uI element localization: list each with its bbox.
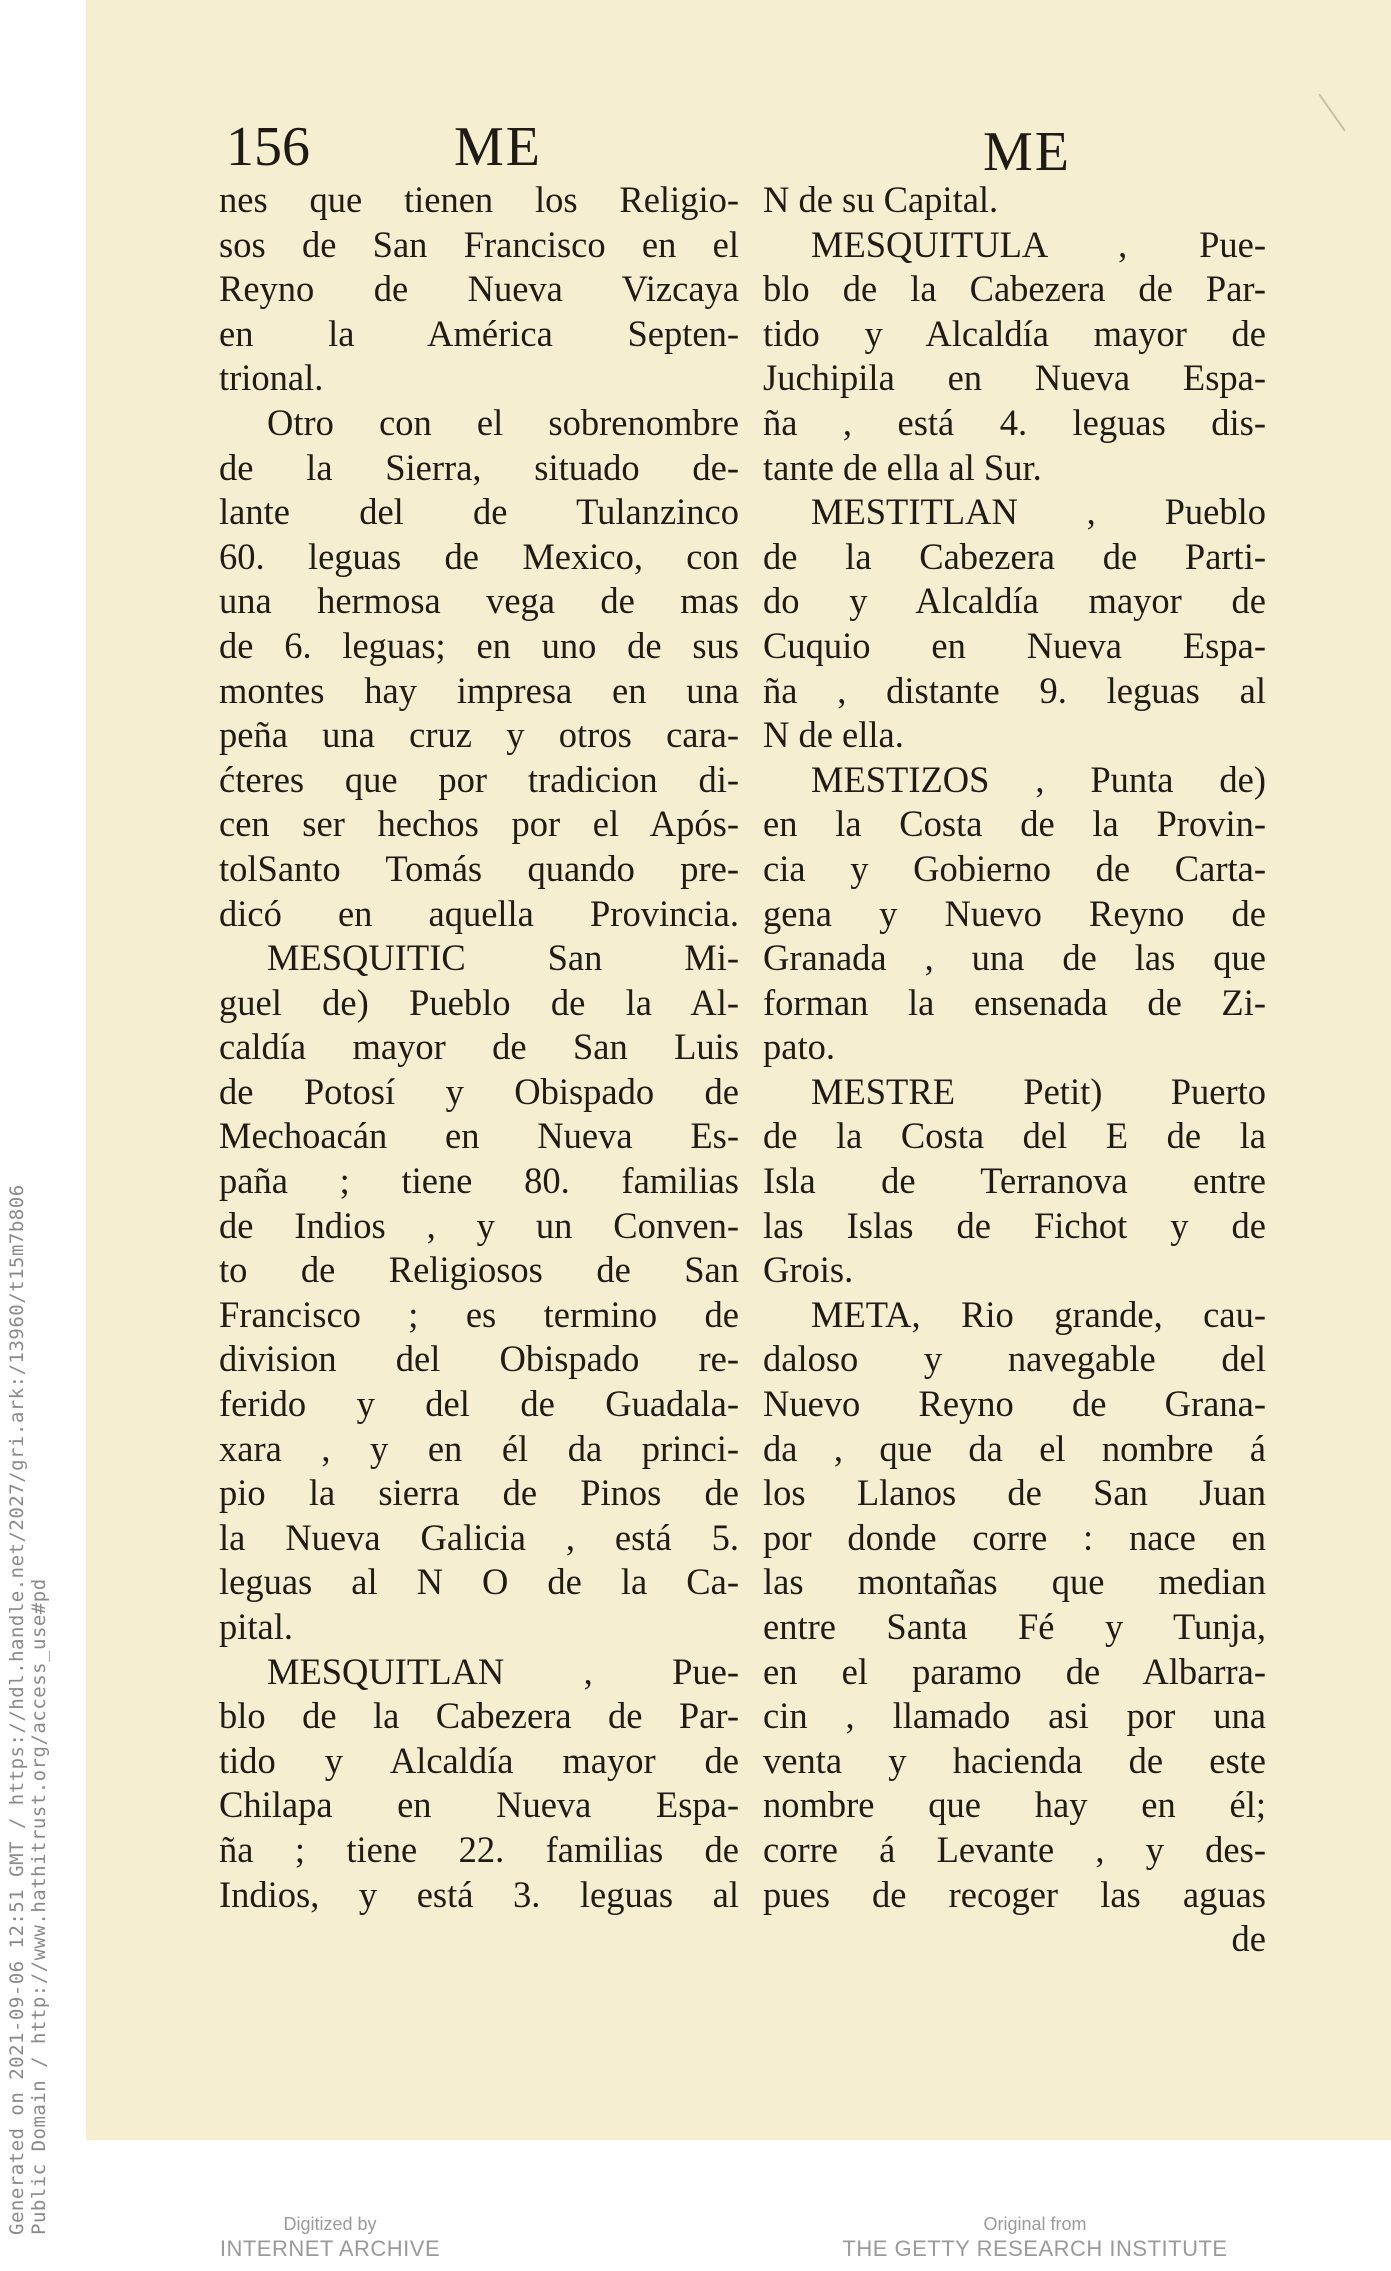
text-line: caldía mayor de San Luis [219, 1026, 739, 1068]
original-from-credit [835, 2213, 1235, 2263]
text-line: entre Santa Fé y Tunja, [763, 1606, 1266, 1647]
text-line: MESQUITULA , Pue- [811, 223, 1266, 265]
text-line: en la América Septen- [219, 312, 739, 354]
text-line: pio la sierra de Pinos de [219, 1472, 739, 1514]
text-line: do y Alcaldía mayor de [763, 580, 1266, 622]
text-line: 60. leguas de Mexico, con [219, 535, 739, 577]
catchword: de [1231, 1918, 1266, 1960]
text-line: Mechoacán en Nueva Es- [219, 1115, 739, 1157]
text-line: tante de ella al Sur. [763, 446, 1042, 488]
text-line: peña una cruz y otros cara- [219, 714, 739, 756]
access-watermark [0, 1160, 56, 2240]
text-line: de la Costa del E de la [763, 1115, 1266, 1157]
text-line: en el paramo de Albarra- [763, 1650, 1266, 1692]
text-line: una hermosa vega de mas [219, 580, 739, 622]
text-line: tido y Alcaldía mayor de [763, 312, 1266, 354]
text-line: to de Religiosos de San [219, 1249, 739, 1291]
digitized-by-label: Digitized by [283, 2214, 377, 2234]
text-line: venta y hacienda de este [763, 1739, 1266, 1781]
text-line: Juchipila en Nueva Espa- [763, 357, 1266, 399]
text-line: tolSanto Tomás quando pre- [219, 847, 739, 889]
digitized-by-source: INTERNET ARCHIVE [219, 2236, 441, 2261]
text-line: Otro con el sobrenombre [267, 401, 739, 443]
access-watermark-line-2: Public Domain / http://www.hathitrust.org/access_use#pd [28, 1578, 50, 2235]
text-line: Indios, y está 3. leguas al [219, 1873, 739, 1915]
access-watermark-line-1: Generated on 2021-09-06 12:51 GMT / https://hdl.handle.net/2027/gri.ark:/13960/t15m7b806 [6, 1184, 28, 2235]
text-line: da , que da el nombre á [763, 1427, 1266, 1469]
text-line: MESTRE Petit) Puerto [811, 1070, 1266, 1112]
text-line: daloso y navegable del [763, 1338, 1266, 1380]
text-line: las montañas que median [763, 1561, 1266, 1603]
right-text-column [763, 178, 1266, 1962]
text-line: gena y Nuevo Reyno de [763, 892, 1266, 934]
text-line: pues de recoger las aguas [763, 1873, 1266, 1915]
text-line: nes que tienen los Religio- [219, 179, 739, 220]
text-line: Granada , una de las que [763, 937, 1266, 979]
text-line: Nuevo Reyno de Grana- [763, 1383, 1266, 1425]
left-text-column [219, 178, 739, 1917]
text-line: ña ; tiene 22. familias de [219, 1828, 739, 1870]
text-line: dicó en aquella Provincia. [219, 892, 739, 934]
text-line: blo de la Cabezera de Par- [219, 1695, 739, 1737]
text-line: Cuquio en Nueva Espa- [763, 624, 1266, 666]
text-line: MESQUITLAN , Pue- [267, 1650, 739, 1692]
text-line: sos de San Francisco en el [219, 223, 739, 265]
text-line: de la Sierra, situado de- [219, 446, 739, 488]
text-line: en la Costa de la Provin- [763, 803, 1266, 845]
text-line: ferido y del de Guadala- [219, 1383, 739, 1425]
text-line: Grois. [763, 1249, 854, 1291]
text-line: division del Obispado re- [219, 1338, 739, 1380]
digitized-by-credit [200, 2213, 460, 2263]
text-line: tido y Alcaldía mayor de [219, 1739, 739, 1781]
text-line: blo de la Cabezera de Par- [763, 268, 1266, 310]
text-line: N de ella. [763, 714, 904, 756]
original-from-label: Original from [983, 2214, 1087, 2234]
text-line: los Llanos de San Juan [763, 1472, 1266, 1514]
text-line: lante del de Tulanzinco [219, 491, 739, 533]
text-line: pato. [763, 1026, 835, 1068]
text-line: de la Cabezera de Parti- [763, 535, 1266, 577]
text-line: nombre que hay en él; [763, 1784, 1266, 1826]
text-line: MESTIZOS , Punta de) [811, 758, 1266, 800]
text-line: paña ; tiene 80. familias [219, 1160, 739, 1202]
text-line: guel de) Pueblo de la Al- [219, 981, 739, 1023]
text-line: por donde corre : nace en [763, 1516, 1266, 1558]
text-line: cen ser hechos por el Após- [219, 803, 739, 845]
text-line: N de su Capital. [763, 179, 999, 220]
text-line: forman la ensenada de Zi- [763, 981, 1266, 1023]
text-line: ćteres que por tradicion di- [219, 758, 739, 800]
right-running-head: ME [983, 121, 1071, 183]
text-line: de Indios , y un Conven- [219, 1204, 739, 1246]
text-line: Reyno de Nueva Vizcaya [219, 268, 739, 310]
text-line: cia y Gobierno de Carta- [763, 847, 1266, 889]
text-line: MESTITLAN , Pueblo [811, 491, 1266, 533]
text-line: xara , y en él da princi- [219, 1427, 739, 1469]
original-from-source: THE GETTY RESEARCH INSTITUTE [842, 2236, 1228, 2261]
text-line: corre á Levante , y des- [763, 1828, 1266, 1870]
text-line: MESQUITIC San Mi- [267, 937, 739, 979]
text-line: de Potosí y Obispado de [219, 1070, 739, 1112]
text-line: pital. [219, 1606, 293, 1647]
text-line: trional. [219, 357, 324, 399]
left-running-head: ME [454, 116, 542, 178]
text-line: ña , está 4. leguas dis- [763, 401, 1266, 443]
text-line: Francisco ; es termino de [219, 1293, 739, 1335]
text-line: cin , llamado asi por una [763, 1695, 1266, 1737]
text-line: leguas al N O de la Ca- [219, 1561, 739, 1603]
page-number: 156 [226, 116, 310, 178]
text-line: montes hay impresa en una [219, 669, 739, 711]
text-line: Chilapa en Nueva Espa- [219, 1784, 739, 1826]
text-line: la Nueva Galicia , está 5. [219, 1516, 739, 1558]
text-line: META, Rio grande, cau- [811, 1293, 1266, 1335]
text-line: Isla de Terranova entre [763, 1160, 1266, 1202]
text-line: ña , distante 9. leguas al [763, 669, 1266, 711]
scanned-page [86, 0, 1391, 2140]
text-line: las Islas de Fichot y de [763, 1204, 1266, 1246]
text-line: de 6. leguas; en uno de sus [219, 624, 739, 666]
